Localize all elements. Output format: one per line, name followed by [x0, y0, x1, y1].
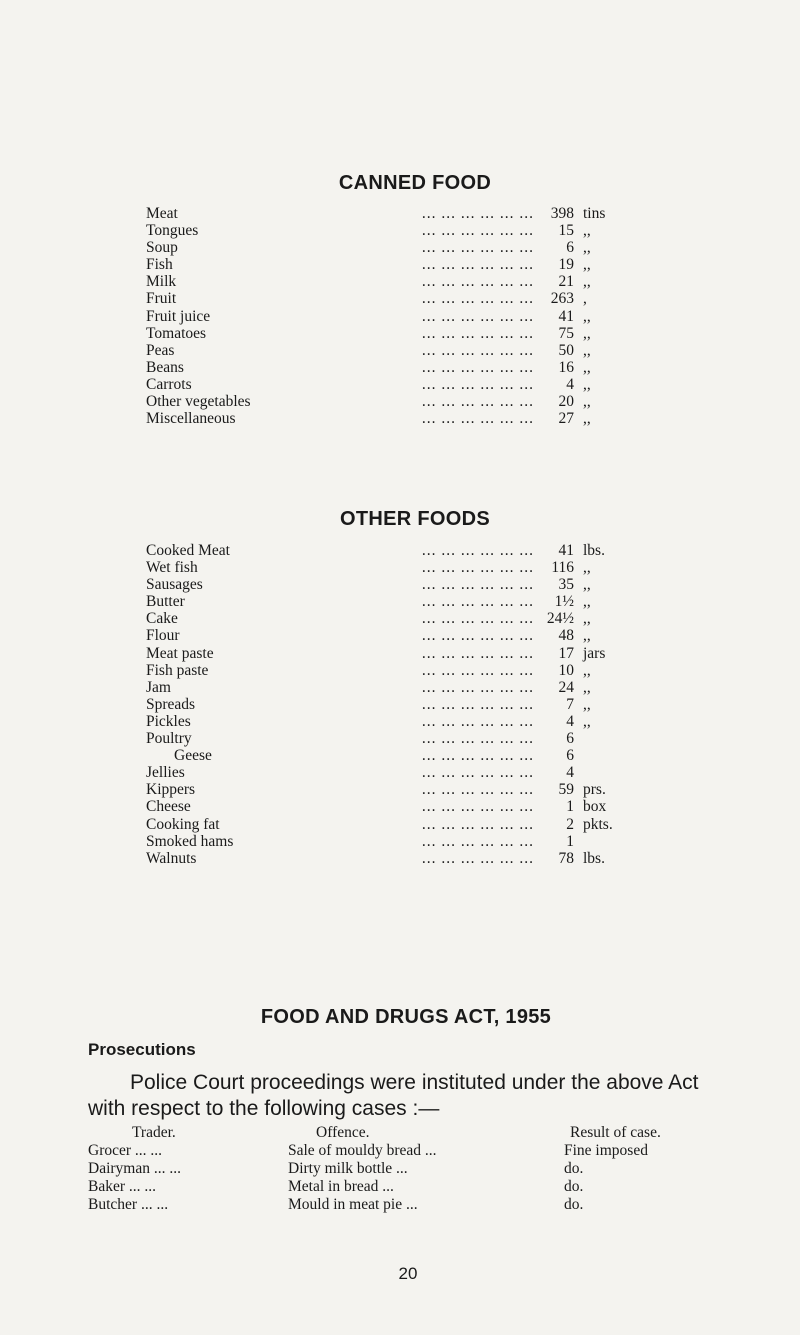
item-quantity: 21: [558, 273, 574, 291]
list-item: [146, 662, 706, 679]
item-label: Walnuts: [146, 849, 197, 867]
header-offence: Offence.: [316, 1124, 370, 1141]
list-item: [146, 679, 706, 696]
item-quantity: 1½: [554, 593, 574, 611]
item-unit: jars: [583, 644, 606, 662]
list-item: [146, 342, 706, 359]
case-result: Fine imposed: [564, 1142, 648, 1159]
leader-dots: ... ... ... ... ... ...: [421, 593, 534, 611]
item-unit: lbs.: [583, 542, 605, 559]
case-row: [88, 1178, 800, 1196]
leader-dots: ... ... ... ... ... ...: [421, 341, 534, 359]
item-label: Smoked hams: [146, 832, 234, 850]
leader-dots: ... ... ... ... ... ...: [421, 576, 534, 594]
item-unit: ,,: [583, 593, 591, 611]
item-label: Geese: [174, 747, 212, 765]
food-drugs-act-heading: FOOD AND DRUGS ACT, 1955: [260, 1006, 552, 1028]
item-label: Fruit juice: [146, 307, 211, 325]
item-quantity: 7: [566, 695, 574, 713]
item-label: Pickles: [146, 712, 191, 730]
case-trader: Butcher ... ...: [88, 1196, 169, 1213]
item-unit: ,,: [583, 695, 591, 713]
item-unit: ,,: [583, 222, 591, 240]
list-item: [146, 239, 706, 256]
item-quantity: 1: [566, 798, 574, 816]
item-label: Butter: [146, 593, 185, 611]
item-label: Jellies: [146, 764, 185, 782]
list-item: [146, 376, 706, 393]
item-quantity: 41: [558, 542, 574, 559]
item-label: Cooking fat: [146, 815, 220, 833]
leader-dots: ... ... ... ... ... ...: [421, 273, 534, 291]
canned-food-heading: CANNED FOOD: [338, 172, 492, 194]
case-row: [88, 1142, 800, 1160]
item-unit: ,,: [583, 610, 591, 628]
list-item: [146, 593, 706, 610]
leader-dots: ... ... ... ... ... ...: [421, 747, 534, 765]
leader-dots: ... ... ... ... ... ...: [421, 849, 534, 867]
item-unit: ,,: [583, 576, 591, 594]
prosecutions-paragraph: [88, 1070, 788, 1122]
item-label: Wet fish: [146, 559, 198, 577]
item-unit: ,,: [583, 239, 591, 257]
leader-dots: ... ... ... ... ... ...: [421, 307, 534, 325]
list-item: [146, 222, 706, 239]
leader-dots: ... ... ... ... ... ...: [421, 695, 534, 713]
item-label: Soup: [146, 239, 178, 257]
item-unit: ,,: [583, 341, 591, 359]
item-label: Fish: [146, 256, 173, 274]
list-item: [146, 833, 706, 850]
item-quantity: 116: [551, 559, 574, 577]
case-row: [88, 1196, 800, 1214]
list-item: [146, 747, 706, 764]
leader-dots: ... ... ... ... ... ...: [421, 832, 534, 850]
item-unit: ,,: [583, 661, 591, 679]
item-label: Meat paste: [146, 644, 214, 662]
item-unit: ,,: [583, 324, 591, 342]
item-quantity: 1: [566, 832, 574, 850]
item-quantity: 2: [566, 815, 574, 833]
item-unit: ,,: [583, 393, 591, 411]
item-unit: prs.: [583, 781, 606, 799]
item-unit: ,,: [583, 256, 591, 274]
list-item: [146, 308, 706, 325]
item-quantity: 48: [558, 627, 574, 645]
item-quantity: 19: [558, 256, 574, 274]
other-foods-heading: OTHER FOODS: [340, 508, 490, 530]
case-result: do.: [564, 1178, 584, 1195]
page-number: 20: [398, 1264, 418, 1283]
item-unit: ,,: [583, 627, 591, 645]
list-item: [146, 816, 706, 833]
paragraph-line-2: with respect to the following cases :—: [88, 1097, 440, 1120]
list-item: [146, 393, 706, 410]
item-quantity: 27: [558, 410, 574, 428]
leader-dots: ... ... ... ... ... ...: [421, 781, 534, 799]
leader-dots: ... ... ... ... ... ...: [421, 730, 534, 748]
item-quantity: 4: [566, 375, 574, 393]
list-item: [146, 410, 706, 427]
list-item: [146, 576, 706, 593]
item-quantity: 6: [566, 239, 574, 257]
item-quantity: 41: [558, 307, 574, 325]
leader-dots: ... ... ... ... ... ...: [421, 256, 534, 274]
item-label: Fruit: [146, 290, 177, 308]
item-label: Jam: [146, 678, 171, 696]
item-label: Sausages: [146, 576, 203, 594]
leader-dots: ... ... ... ... ... ...: [421, 205, 534, 222]
leader-dots: ... ... ... ... ... ...: [421, 375, 534, 393]
leader-dots: ... ... ... ... ... ...: [421, 627, 534, 645]
item-quantity: 35: [558, 576, 574, 594]
case-trader: Grocer ... ...: [88, 1142, 163, 1159]
list-item: [146, 781, 706, 798]
list-item: [146, 273, 706, 290]
leader-dots: ... ... ... ... ... ...: [421, 542, 534, 559]
leader-dots: ... ... ... ... ... ...: [421, 644, 534, 662]
item-label: Milk: [146, 273, 177, 291]
item-label: Poultry: [146, 730, 192, 748]
item-label: Cheese: [146, 798, 191, 816]
leader-dots: ... ... ... ... ... ...: [421, 815, 534, 833]
header-result: Result of case.: [570, 1124, 661, 1141]
item-unit: box: [583, 798, 607, 816]
prosecutions-subheading: Prosecutions: [88, 1040, 196, 1059]
list-item: [146, 559, 706, 576]
item-quantity: 10: [558, 661, 574, 679]
list-item: [146, 542, 706, 559]
other-foods-list: [146, 542, 706, 867]
leader-dots: ... ... ... ... ... ...: [421, 610, 534, 628]
case-result: do.: [564, 1196, 584, 1213]
cases-table: [88, 1124, 800, 1214]
item-label: Flour: [146, 627, 180, 645]
leader-dots: ... ... ... ... ... ...: [421, 324, 534, 342]
item-unit: ,,: [583, 307, 591, 325]
leader-dots: ... ... ... ... ... ...: [421, 764, 534, 782]
item-quantity: 24: [558, 678, 574, 696]
item-quantity: 6: [566, 730, 574, 748]
item-quantity: 16: [558, 358, 574, 376]
item-unit: ,,: [583, 410, 591, 428]
item-label: Meat: [146, 205, 178, 222]
leader-dots: ... ... ... ... ... ...: [421, 393, 534, 411]
leader-dots: ... ... ... ... ... ...: [421, 798, 534, 816]
leader-dots: ... ... ... ... ... ...: [421, 410, 534, 428]
list-item: [146, 290, 706, 307]
item-quantity: 4: [566, 764, 574, 782]
item-label: Fish paste: [146, 661, 209, 679]
item-quantity: 78: [558, 849, 574, 867]
leader-dots: ... ... ... ... ... ...: [421, 712, 534, 730]
list-item: [146, 325, 706, 342]
header-trader: Trader.: [132, 1124, 176, 1141]
item-quantity: 6: [566, 747, 574, 765]
list-item: [146, 205, 706, 222]
paragraph-line-1: Police Court proceedings were instituted under the above Act: [130, 1071, 699, 1094]
item-unit: ,,: [583, 273, 591, 291]
item-label: Beans: [146, 358, 184, 376]
list-item: [146, 359, 706, 376]
item-unit: ,,: [583, 559, 591, 577]
item-label: Cake: [146, 610, 178, 628]
canned-food-list: [146, 205, 706, 427]
list-item: [146, 730, 706, 747]
item-quantity: 59: [558, 781, 574, 799]
case-offence: Metal in bread ...: [288, 1178, 394, 1195]
case-trader: Dairyman ... ...: [88, 1160, 181, 1177]
leader-dots: ... ... ... ... ... ...: [421, 222, 534, 240]
item-quantity: 15: [558, 222, 574, 240]
item-quantity: 75: [558, 324, 574, 342]
list-item: [146, 696, 706, 713]
case-offence: Mould in meat pie ...: [288, 1196, 418, 1213]
item-label: Peas: [146, 341, 175, 359]
item-quantity: 4: [566, 712, 574, 730]
case-row: [88, 1160, 800, 1178]
list-item: [146, 256, 706, 273]
leader-dots: ... ... ... ... ... ...: [421, 559, 534, 577]
item-quantity: 263: [550, 290, 574, 308]
case-offence: Sale of mouldy bread ...: [288, 1142, 437, 1159]
list-item: [146, 610, 706, 627]
list-item: [146, 764, 706, 781]
list-item: [146, 850, 706, 867]
case-offence: Dirty milk bottle ...: [288, 1160, 408, 1177]
leader-dots: ... ... ... ... ... ...: [421, 239, 534, 257]
cases-header-row: [88, 1124, 800, 1142]
item-label: Spreads: [146, 695, 196, 713]
item-unit: ,,: [583, 358, 591, 376]
item-quantity: 50: [558, 341, 574, 359]
list-item: [146, 645, 706, 662]
leader-dots: ... ... ... ... ... ...: [421, 358, 534, 376]
list-item: [146, 798, 706, 815]
item-quantity: 20: [558, 393, 574, 411]
item-unit: pkts.: [583, 815, 613, 833]
item-unit: lbs.: [583, 849, 605, 867]
list-item: [146, 627, 706, 644]
item-unit: ,,: [583, 712, 591, 730]
item-label: Tomatoes: [146, 324, 207, 342]
item-unit: ,: [583, 290, 587, 308]
item-label: Cooked Meat: [146, 542, 230, 559]
list-item: [146, 713, 706, 730]
item-quantity: 17: [558, 644, 574, 662]
item-unit: tins: [583, 205, 606, 222]
leader-dots: ... ... ... ... ... ...: [421, 678, 534, 696]
item-unit: ,,: [583, 375, 591, 393]
case-trader: Baker ... ...: [88, 1178, 157, 1195]
item-label: Tongues: [146, 222, 199, 240]
leader-dots: ... ... ... ... ... ...: [421, 661, 534, 679]
case-result: do.: [564, 1160, 584, 1177]
item-unit: ,,: [583, 678, 591, 696]
item-label: Carrots: [146, 375, 192, 393]
item-label: Other vegetables: [146, 393, 251, 411]
item-quantity: 398: [550, 205, 574, 222]
leader-dots: ... ... ... ... ... ...: [421, 290, 534, 308]
item-label: Kippers: [146, 781, 196, 799]
item-quantity: 24½: [546, 610, 574, 628]
item-label: Miscellaneous: [146, 410, 236, 428]
